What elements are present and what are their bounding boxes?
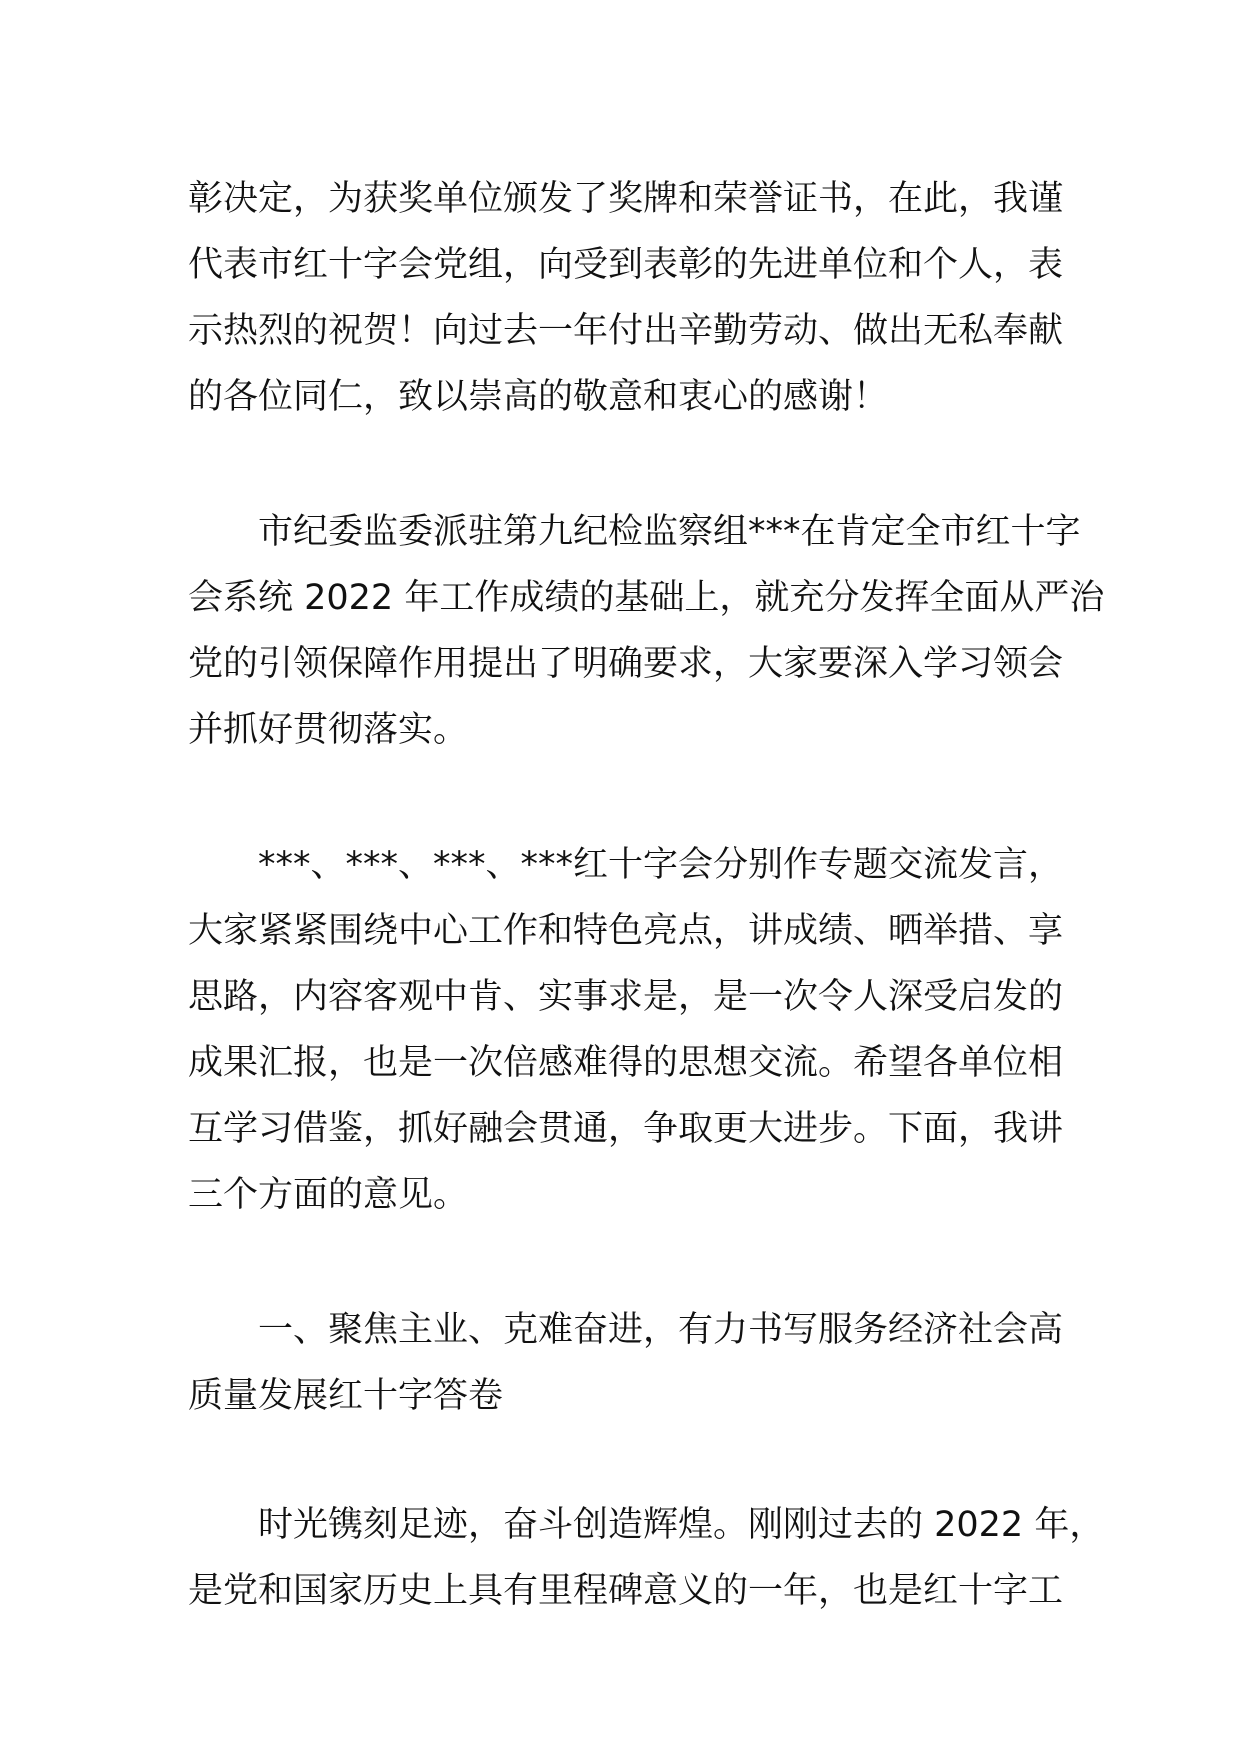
text-line: 彰决定，为获奖单位颁发了奖牌和荣誉证书，在此，我谨 <box>188 179 1064 219</box>
text-line: 并抓好贯彻落实。 <box>188 710 469 750</box>
text-line: 市纪委监委派驻第九纪检监察组***在肯定全市红十字 <box>258 512 1081 552</box>
paragraph-gap <box>188 430 1058 499</box>
text-line: 示热烈的祝贺！向过去一年付出辛勤劳动、做出无私奉献 <box>188 311 1064 351</box>
text-line: 互学习借鉴，抓好融会贯通，争取更大进步。下面，我讲 <box>188 1109 1064 1149</box>
text-line: 成果汇报，也是一次倍感难得的思想交流。希望各单位相 <box>188 1043 1064 1083</box>
text-line: 的各位同仁，致以崇高的敬意和衷心的感谢！ <box>188 377 889 417</box>
paragraph-discipline-inspection <box>188 499 1105 763</box>
paragraph-gap <box>188 1429 1058 1492</box>
text-line: 党的引领保障作用提出了明确要求，大家要深入学习领会 <box>188 644 1064 684</box>
text-line: 思路，内容客观中肯、实事求是，是一次令人深受启发的 <box>188 977 1064 1017</box>
text-line: 是党和国家历史上具有里程碑意义的一年，也是红十字工 <box>188 1571 1064 1611</box>
paragraph-gap <box>188 763 1058 832</box>
text-line: 三个方面的意见。 <box>188 1175 469 1215</box>
paragraph-exchange-speeches <box>188 832 1064 1228</box>
text-line: 质量发展红十字答卷 <box>188 1376 504 1416</box>
paragraph-commendation <box>188 166 1064 430</box>
text-line: 时光镌刻足迹，奋斗创造辉煌。刚刚过去的 2022 年， <box>258 1505 1105 1545</box>
text-line: 会系统 2022 年工作成绩的基础上，就充分发挥全面从严治 <box>188 578 1105 618</box>
text-line: 一、聚焦主业、克难奋进，有力书写服务经济社会高 <box>258 1310 1064 1350</box>
text-line: ***、***、***、***红十字会分别作专题交流发言， <box>258 845 1064 885</box>
paragraph-gap <box>188 1228 1058 1297</box>
document-page <box>188 166 1105 1624</box>
text-line: 代表市红十字会党组，向受到表彰的先进单位和个人，表 <box>188 245 1064 285</box>
text-line: 大家紧紧围绕中心工作和特色亮点，讲成绩、晒举措、享 <box>188 911 1064 951</box>
paragraph-review-2022 <box>188 1492 1105 1624</box>
section-heading-one <box>188 1297 1064 1429</box>
